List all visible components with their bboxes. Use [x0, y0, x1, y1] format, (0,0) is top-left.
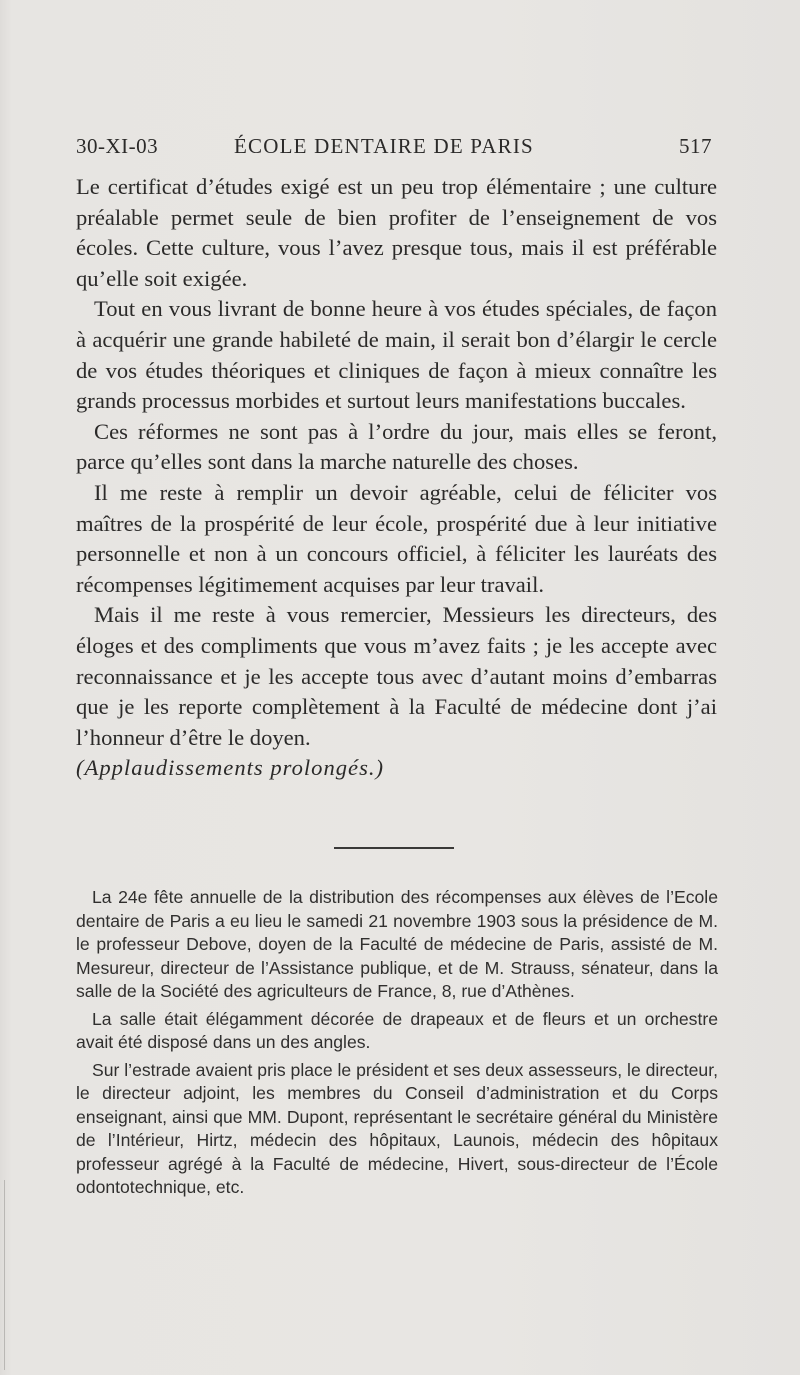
applause-note: (Applaudissements prolongés.)	[76, 755, 385, 781]
speech-paragraph: Le certificat d’études exigé est un peu trop élémentaire ; une culture préalable permet seule de bien profiter de l’enseignement de vos écoles. Cette culture, vous l’avez presque tous, mais il est préférable qu’elle soit exigée.	[76, 174, 717, 291]
running-header	[76, 134, 712, 164]
header-title: ÉCOLE DENTAIRE DE PARIS	[234, 134, 534, 158]
ceremony-report	[76, 886, 718, 1200]
report-paragraph: Sur l’estrade avaient pris place le président et ses deux assesseurs, le directeur, le directeur adjoint, les membres du Conseil d’administration et du Corps enseignant, ainsi que MM. Dupont, représentant le secrétaire général du Ministère de l’Intérieur, Hirtz, médecin des hôpitaux, Launois, médecin des hôpitaux professeur agrégé à la Faculté de médecine, Hivert, sous-directeur de l’École odontotechnique, etc.	[76, 1059, 718, 1197]
section-divider	[334, 847, 454, 849]
speech-paragraph: Mais il me reste à vous remercier, Messieurs les directeurs, des éloges et des compliments que vous m’avez faits ; je les accepte avec reconnaissance et je les accepte tous avec d’autant moins d’embarras que je les reporte complètement à la Faculté de médecine dont j’ai l’honneur d’être le doyen.	[76, 602, 717, 750]
speech-text	[76, 172, 717, 784]
speech-paragraph: Tout en vous livrant de bonne heure à vos études spéciales, de façon à acquérir une grande habileté de main, il serait bon d’élargir le cercle de vos études théoriques et cliniques de façon à mieux connaître les grands processus morbides et surtout leurs manifestations buccales.	[76, 296, 717, 414]
report-paragraph: La 24e fête annuelle de la distribution des récompenses aux élèves de l’Ecole dentaire de Paris a eu lieu le samedi 21 novembre 1903 sous la présidence de M. le professeur Debove, doyen de la Faculté de médecine de Paris, assisté de M. Mesureur, directeur de l’Assistance publique, et de M. Strauss, sénateur, dans la salle de la Société des agriculteurs de France, 8, rue d’Athènes.	[76, 887, 718, 1001]
report-paragraph: La salle était élégamment décorée de drapeaux et de fleurs et un orchestre avait été disposé dans un des angles.	[76, 1008, 718, 1052]
speech-paragraph: Ces réformes ne sont pas à l’ordre du jour, mais elles se feront, parce qu’elles sont dans la marche naturelle des choses.	[76, 418, 717, 475]
page-edge-line	[4, 1180, 5, 1370]
page-number: 517	[679, 134, 712, 158]
header-date: 30-XI-03	[76, 134, 159, 158]
speech-paragraph: Il me reste à remplir un devoir agréable, celui de féliciter vos maîtres de la prospérité de leur école, prospérité due à leur initiative personnelle et non à un concours officiel, à féliciter les lauréats des récompenses légitimement acquises par leur travail.	[76, 479, 717, 597]
